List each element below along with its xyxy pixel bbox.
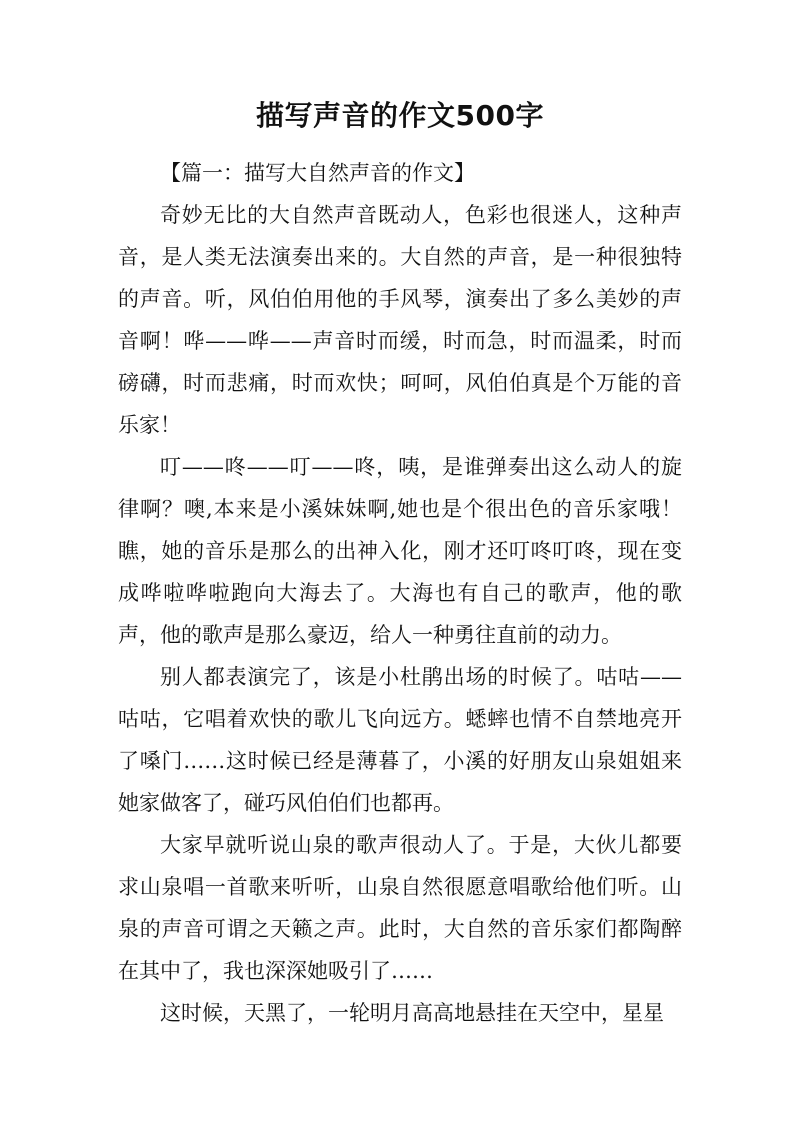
paragraph-1: 奇妙无比的大自然声音既动人，色彩也很迷人，这种声音，是人类无法演奏出来的。大自然的声音，是一种很独特的声音。听，风伯伯用他的手风琴，演奏出了多么美妙的声音啊！哗——哗——声音时而缓，时而急，时而温柔，时而磅礴，时而悲痛，时而欢快；呵呵，风伯伯真是个万能的音乐家！ <box>118 203 682 437</box>
paragraph-4: 大家早就听说山泉的歌声很动人了。于是，大伙儿都要求山泉唱一首歌来听听，山泉自然很愿意唱歌给他们听。山泉的声音可谓之天籁之声。此时，大自然的音乐家们都陶醉在其中了，我也深深她吸引了…… <box>118 833 682 983</box>
page-title: 描写声音的作文500字 <box>256 99 544 132</box>
section-heading: 【篇一：描写大自然声音的作文】 <box>160 161 475 185</box>
document-body <box>118 152 682 1034</box>
paragraph-3: 别人都表演完了，该是小杜鹃出场的时候了。咕咕——咕咕，它唱着欢快的歌儿飞向远方。蟋蟀也情不自禁地亮开了嗓门……这时候已经是薄暮了，小溪的好朋友山泉姐姐来她家做客了，碰巧风伯伯们也都再。 <box>118 665 682 815</box>
paragraph-5: 这时候，天黑了，一轮明月高高地悬挂在天空中，星星 <box>160 1001 664 1025</box>
paragraph-2: 叮——咚——叮——咚，咦，是谁弹奏出这么动人的旋律啊？噢,本来是小溪妹妹啊,她也是个很出色的音乐家哦！瞧，她的音乐是那么的出神入化，刚才还叮咚叮咚，现在变成哗啦哗啦跑向大海去了。大海也有自己的歌声，他的歌声，他的歌声是那么豪迈，给人一种勇往直前的动力。 <box>118 455 682 647</box>
